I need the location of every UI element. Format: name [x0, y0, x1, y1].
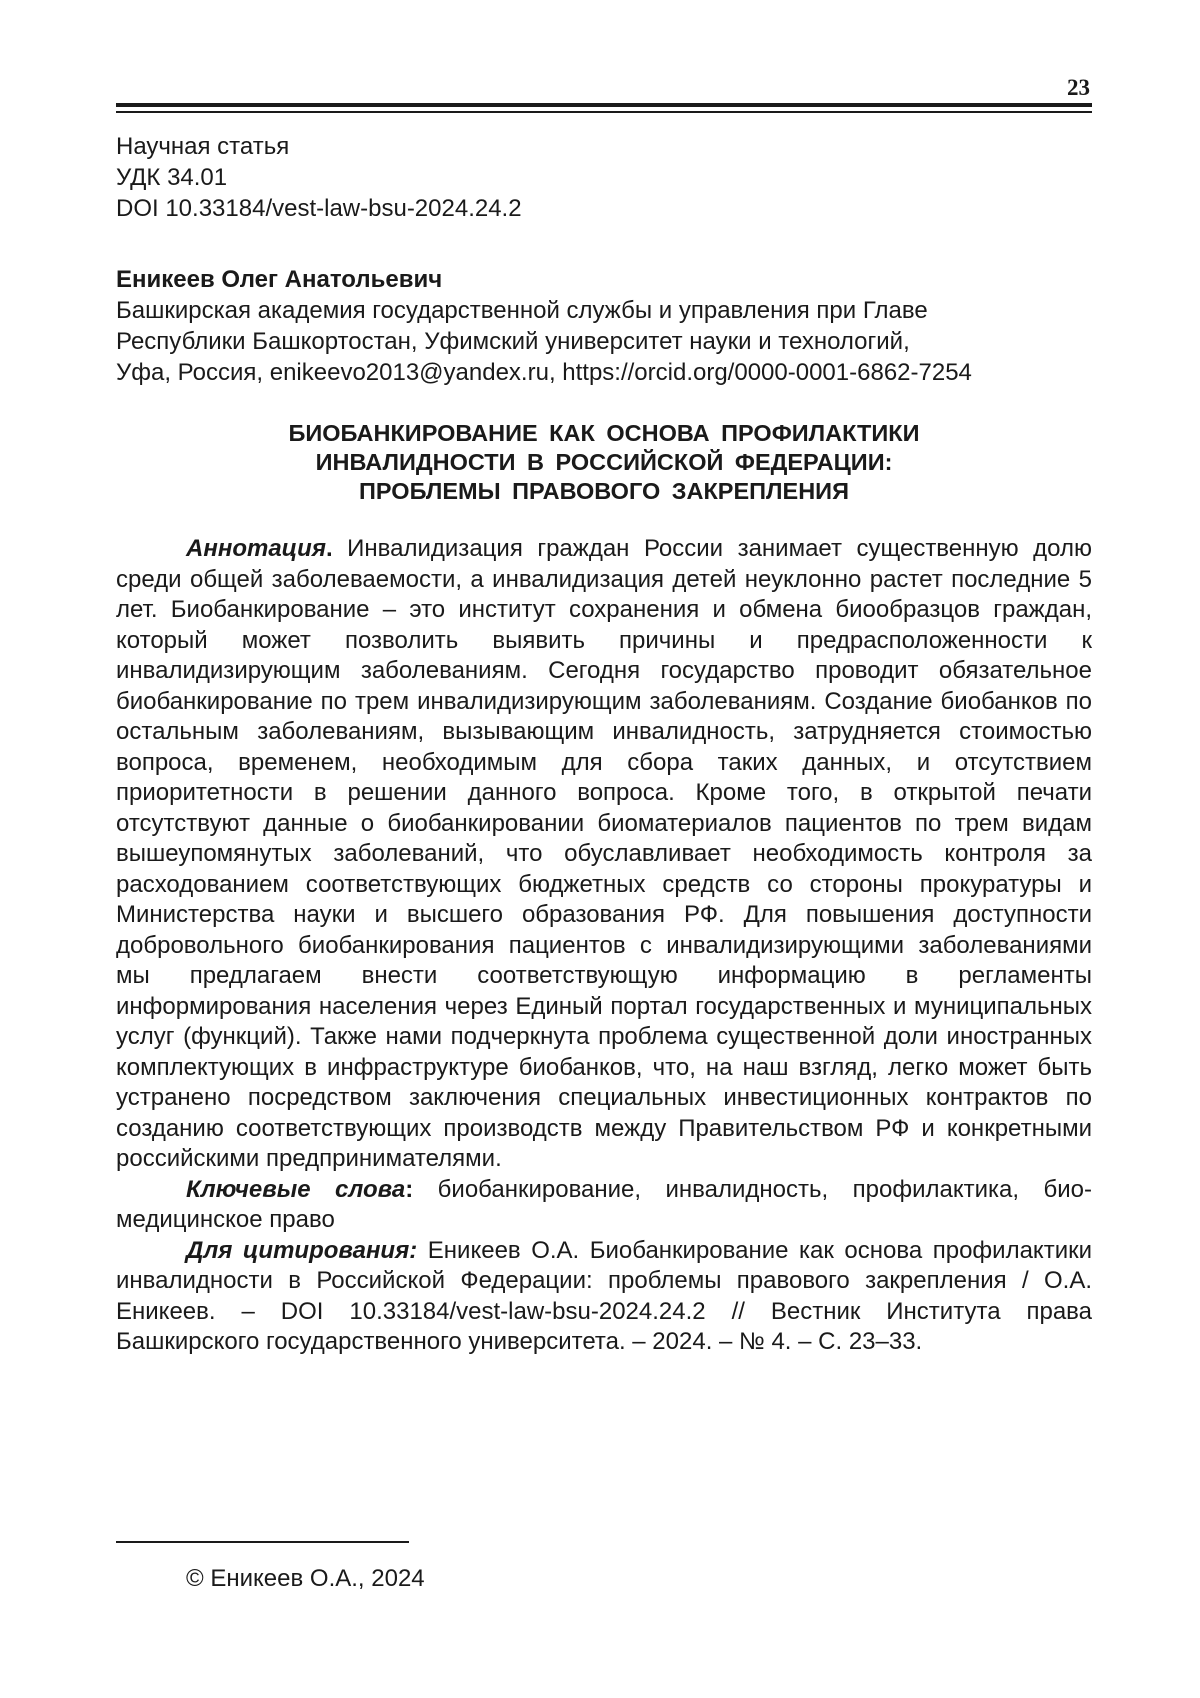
- footnote-rule: [116, 1541, 409, 1543]
- article-meta: [116, 131, 1092, 224]
- abstract-text: Инвалидизация граждан России занимает существенную долю среди общей заболеваемости, а инвалидизация детей неуклонно растет последние 5 лет. Биобанкирование – это институт сохранения и обмена биообразцов граждан, который может позволить выявить причины и предрасположенности к инвалидизирующим заболеваниям. Сегодня государство проводит обязательное биобанкирование по трем инвалидизирующим заболеваниям. Создание биобанков по остальным заболеваниям, вызывающим инвалидность, затрудняется стоимостью вопроса, временем, необходимым для сбора таких данных, и отсутствием приоритетности в решении данного вопроса. Кроме того, в открытой печати отсутствуют данные о биобанкировании биоматериалов пациентов по трем видам вышеупомянутых заболеваний, что обуславливает необходимость контроля за расходованием соответствующих бюджетных средств со стороны прокуратуры и Министерства науки и высшего образования РФ. Для повышения доступности добровольного биобанкирования пациентов с инвалидизирующими заболеваниями мы предлагаем внести соответствующую информацию в регламенты информирования населения через Единый портал государственных и муниципальных услуг (функций). Также нами подчеркнута проблема существенной доли иностранных комплектующих в инфраструктуре биобанков, что, на наш взгляд, легко может быть устранено посредством заключения специальных инвестиционных контрактов по созданию соответствующих производств между Правительством РФ и конкретными российскими предпринимателями.: [116, 535, 1092, 1172]
- citation-paragraph: [116, 1236, 1092, 1358]
- article-title: [116, 419, 1092, 506]
- doi[interactable]: DOI 10.33184/vest-law-bsu-2024.24.2: [116, 195, 522, 222]
- abstract-section: [116, 534, 1092, 1358]
- abstract-label-separator: .: [325, 535, 348, 562]
- page-number: 23: [1067, 75, 1090, 100]
- header-rule-thin: [116, 111, 1092, 113]
- citation-text: Еникеев О.А. Биобанкирование как основа профилактики инвалидности в Российской Федерации: проблемы правового закрепления / О.А. Еникеев. – DOI 10.33184/vest-law-bsu-2024.24.2 // Вестник Института права Башкирского государственного университета. – 2024. – № 4. – С. 23–33.: [116, 1236, 1093, 1355]
- abstract-label: Аннотация: [186, 535, 326, 562]
- affiliation-contact-line[interactable]: Уфа, Россия, enikeevo2013@yandex.ru, https://orcid.org/0000-0001-6862-7254: [116, 359, 972, 386]
- title-line: ПРОБЛЕМЫ ПРАВОВОГО ЗАКРЕПЛЕНИЯ: [359, 478, 849, 504]
- keywords-text: биобанкирование, инвалидность, профилактика, биомедицинское право: [116, 1175, 1093, 1233]
- udc-code: УДК 34.01: [116, 164, 228, 191]
- copyright-notice: © Еникеев О.А., 2024: [186, 1565, 425, 1592]
- article-type: Научная статья: [116, 133, 290, 160]
- header-rule-thick: [116, 103, 1092, 107]
- affiliation-line: Республики Башкортостан, Уфимский университет науки и технологий,: [116, 328, 910, 355]
- citation-label: Для цитирования:: [186, 1236, 418, 1264]
- keywords-label-separator: :: [405, 1175, 438, 1203]
- article-body: [116, 131, 1092, 1358]
- title-line: БИОБАНКИРОВАНИЕ КАК ОСНОВА ПРОФИЛАКТИКИ: [288, 420, 920, 446]
- affiliation-line: Башкирская академия государственной службы и управления при Главе: [116, 297, 928, 324]
- author-name: Еникеев Олег Анатольевич: [116, 266, 443, 293]
- keywords-label: Ключевые слова: [186, 1175, 406, 1203]
- abstract-paragraph: [116, 534, 1092, 1175]
- keywords-paragraph: [116, 1175, 1092, 1236]
- title-line: ИНВАЛИДНОСТИ В РОССИЙСКОЙ ФЕДЕРАЦИИ:: [315, 449, 893, 475]
- author-block: [116, 264, 1092, 388]
